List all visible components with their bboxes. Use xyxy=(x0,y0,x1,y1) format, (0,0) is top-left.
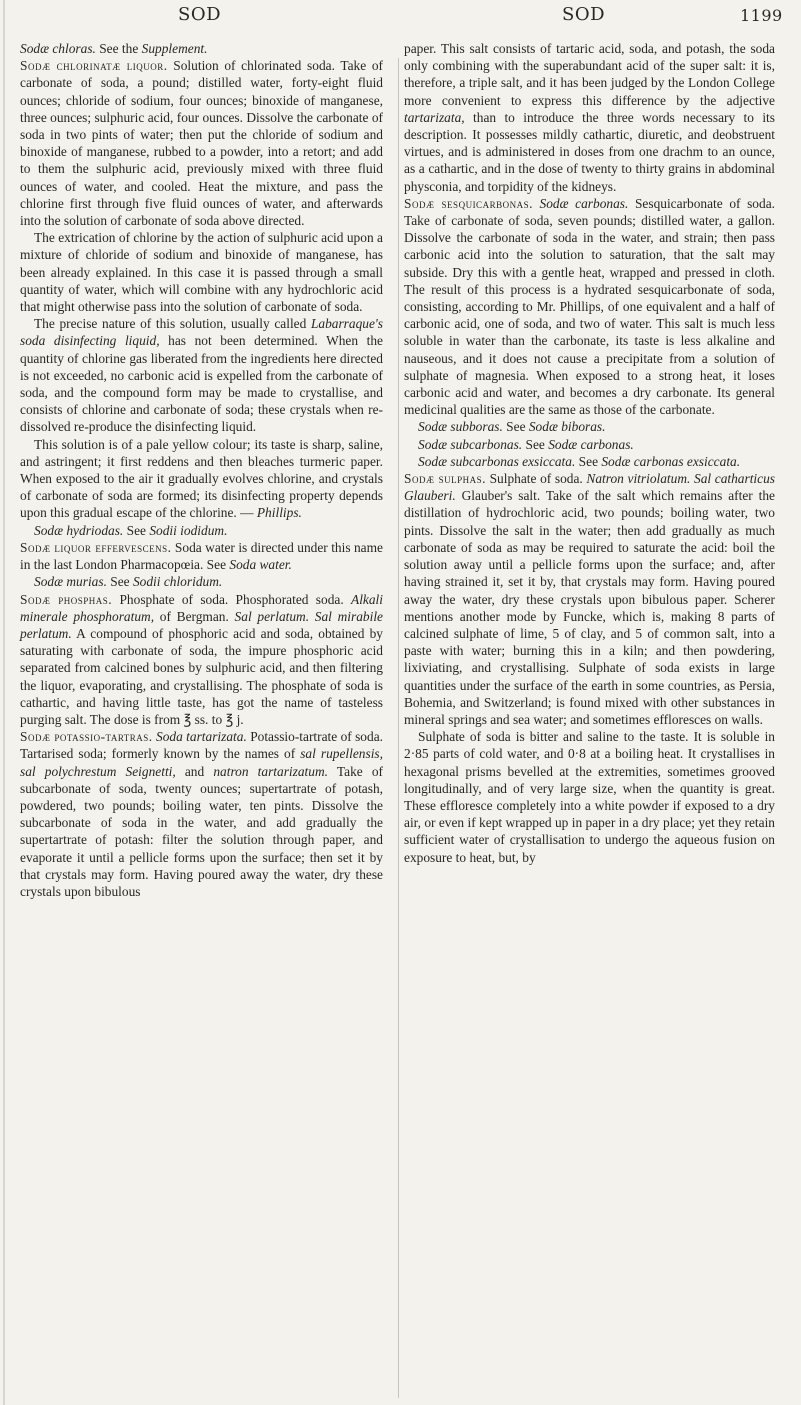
body-text: The extrication of chlorine by the action of sulphuric acid upon a mixture of chloride of sodium and binoxide of manganese, has been already explained. In this case it is passed through a small quantity of water, which will combine with any hydrochloric acid that might otherwise pass into the solution of carbonate of soda. xyxy=(20,230,383,315)
italic-term: Sodæ subcarbonas. xyxy=(418,436,523,452)
italic-term: Soda water. xyxy=(229,557,292,573)
body-text: Soda water is directed under this name in the last London Pharmacopœia. See xyxy=(20,539,383,573)
page-edge-shadow xyxy=(3,0,5,1405)
body-text: See xyxy=(106,574,133,590)
paragraph-p6 xyxy=(20,522,383,539)
column-divider xyxy=(398,58,399,1398)
italic-term: Sodæ chloras. xyxy=(20,41,96,56)
running-header xyxy=(0,4,801,34)
body-text: and xyxy=(175,763,214,779)
paragraph-p3 xyxy=(20,229,383,315)
paragraph-p11 xyxy=(404,40,775,195)
paragraph-p13 xyxy=(404,418,775,435)
paragraph-p9 xyxy=(20,591,383,729)
body-text: Sulphate of soda is bitter and saline to the taste. It is soluble in 2·85 parts of cold water, and 0·8 at a boiling heat. It crystallises in hexagonal prisms bevelled at the extremities, sometimes grooved longitudinally, and of very large size, when the quantity is great. These effloresce completely into a white powder if exposed to a dry air, or even if kept wrapped up in paper in a dry place; yet they retain sufficient water of crystallisation to undergo the aqueous fusion on exposure to heat, but, by xyxy=(404,729,775,865)
italic-term: Phillips. xyxy=(256,505,302,521)
italic-term: Sodii chloridum. xyxy=(132,574,223,590)
entry-headword: Sodæ phosphas. xyxy=(20,591,113,607)
italic-term: sal rupellensis, sal polychrestum Seignetti, xyxy=(20,746,383,779)
page-number: 1199 xyxy=(740,6,783,25)
entry-headword: Sodæ sesquicarbonas. xyxy=(404,195,533,211)
italic-term: Natron vitriolatum. Sal catharticus Glauberi. xyxy=(404,471,776,504)
italic-term: Sodæ murias. xyxy=(34,574,107,590)
paragraph-p16 xyxy=(404,470,775,728)
paragraph-p17 xyxy=(404,728,775,866)
entry-headword: Sodæ potassio-tartras. xyxy=(20,729,153,745)
italic-term: Sodæ biboras. xyxy=(528,419,606,435)
paragraph-p7 xyxy=(20,539,383,573)
body-text: of Bergman. xyxy=(154,608,235,624)
entry-headword: Sodæ liquor effervescens. xyxy=(20,539,172,555)
paragraph-p15 xyxy=(404,453,775,470)
body-text: See xyxy=(502,419,529,435)
body-text: See the xyxy=(95,41,142,56)
paragraph-p2 xyxy=(20,57,383,229)
body-text: The precise nature of this solution, usually called xyxy=(34,316,311,332)
italic-term: natron tartarizatum. xyxy=(213,763,328,779)
body-text: has not been determined. When the quantity of chlorine gas liberated from the ingredients here directed is not exceeded, no carbonic acid is expelled from the carbonate of soda, and the compound form may be made to crystallise, and consists of chlorine and carbonate of soda; these crystals when re-dissolved re-produce the disinfecting liquid. xyxy=(20,333,383,435)
paragraph-p5 xyxy=(20,436,383,522)
body-text: Phosphate of soda. Phosphorated soda. xyxy=(112,591,352,607)
paragraph-p8 xyxy=(20,573,383,590)
body-text: than to introduce the three words necessary to its description. It possesses mildly cathartic, diuretic, and deobstruent virtues, and is administered in doses from one drachm to an ounce, as a cathartic, and in the dose of twenty to thirty grains in abdominal physconia, and torpidity of the kidneys. xyxy=(404,109,775,194)
header-right-guide-word: SOD xyxy=(562,4,606,25)
body-text: A compound of phosphoric acid and soda, obtained by saturating with carbonate of soda, the impure phosphoric acid separated from calcined bones by sulphuric acid, and then filtering the liquor, evaporating, and crystallising. The phosphate of soda is cathartic, and having little taste, has got the name of tasteless purging salt. The dose is from ℥ ss. to ℥ j. xyxy=(20,625,383,727)
body-text: See xyxy=(522,436,549,452)
italic-term: Sodæ subcarbonas exsiccata. xyxy=(418,453,576,469)
italic-term: Sodii iodidum. xyxy=(149,522,228,538)
italic-term: Sodæ subboras. xyxy=(418,419,503,435)
body-text: Glauber's salt. Take of the salt which remains after the distillation of hydrochloric acid, two pounds; boiling water, two pints. Dissolve the salt in the water; then add gradually as much carbonate of soda as may be required to saturate the acid: boil the solution away until a pellicle forms upon the surface; and, after having strained it, set it by, that crystals may form. Having poured away the water, dry these crystals upon bibulous paper. Scherer mentions another mode by Funcke, which is, making 8 parts of calcined sulphate of lime, 5 of clay, and 5 of common salt, into a paste with water; burning this in a kiln; and then powdering, lixiviating, and crystallising. Sulphate of soda exists in large quantities under the surface of the earth in some countries, as Persia, Bohemia, and Switzerland; is found mixed with other substances in mineral springs and sea water; and sometimes effloresces on walls. xyxy=(404,488,775,727)
italic-term: Soda tartarizata. xyxy=(156,729,247,745)
paragraph-p14 xyxy=(404,436,775,453)
italic-term: tartarizata, xyxy=(404,109,465,125)
body-text: Sesquicarbonate of soda. Take of carbonate of soda, seven pounds; distilled water, a gallon. Dissolve the carbonate of soda in the water, and strain; then pass carbonic acid into the solution to saturation, that the salt may subside. Dry this with a gentle heat, wrapped and pressed in cloth. The result of this process is a hydrated sesquicarbonate of soda, consisting, according to Mr. Phillips, of one equivalent and a half of carbonic acid, one of soda, and two of water. This salt is much less soluble in water than the carbonate, its taste is less alkaline and nauseous, and it does not cause a precipitate from a solution of sulphate of magnesia. When exposed to a strong heat, it loses carbonic acid and water, and becomes a dry carbonate. Its general medicinal qualities are the same as those of the carbonate. xyxy=(404,195,775,418)
header-left-guide-word: SOD xyxy=(178,4,222,25)
paragraph-p10 xyxy=(20,728,383,900)
italic-term: Sodæ carbonas. xyxy=(548,436,634,452)
left-column xyxy=(20,40,383,900)
italic-term: Sal perlatum. Sal mirabile perlatum. xyxy=(20,608,383,641)
right-column xyxy=(404,40,775,866)
body-text: See xyxy=(123,522,150,538)
body-text: Take of subcarbonate of soda, twenty ounces; supertartrate of potash, powdered, two pounds; boiling water, ten pints. Dissolve the subcarbonate of soda in the water, and add gradually the supertartrate of potash: filter the solution through paper, and evaporate it until a pellicle forms upon the surface; then set it by that crystals may form. Having poured away the water, dry these crystals upon bibulous xyxy=(20,763,383,899)
body-text: paper. This salt consists of tartaric acid, soda, and potash, the soda only combining with the superabundant acid of the super salt: it is, therefore, a triple salt, and it has been judged by the London College more convenient to express this difference by the adjective xyxy=(404,41,775,108)
paragraph-p12 xyxy=(404,195,775,419)
entry-headword: Sodæ chlorinatæ liquor. xyxy=(20,58,168,74)
body-text: This solution is of a pale yellow colour; its taste is sharp, saline, and astringent; it first reddens and then bleaches turmeric paper. When exposed to the air it gradually evolves chlorine, and crystals of carbonate of soda are formed; its disinfecting property depends upon this gradual escape of the chlorine. — xyxy=(20,436,383,521)
body-text: Potassio-tartrate of soda. Tartarised soda; formerly known by the names of xyxy=(20,729,383,762)
body-text: Solution of chlorinated soda. Take of carbonate of soda, a pound; distilled water, forty-eight fluid ounces; chloride of sodium, four ounces; binoxide of manganese, three ounces; sulphuric acid, four ounces. Dissolve the carbonate of soda in two pints of water; then put the chloride of sodium and binoxide of manganese, rubbed to a powder, into a retort; and add to them the sulphuric acid, previously mixed with three fluid ounces of water, and cooled. Heat the mixture, and pass the chlorine first through five fluid ounces of water, and afterwards into the solution of carbonate of soda above directed. xyxy=(20,58,383,229)
italic-term: Supplement. xyxy=(141,41,208,56)
body-text xyxy=(533,196,540,211)
body-text: See xyxy=(575,453,602,469)
body-text: Sulphate of soda. xyxy=(485,471,587,487)
paragraph-p1 xyxy=(20,40,383,57)
paragraph-p4 xyxy=(20,315,383,435)
italic-term: Labarraque's soda disinfecting liquid, xyxy=(20,316,383,349)
italic-term: Alkali minerale phosphoratum, xyxy=(20,591,383,624)
entry-headword: Sodæ sulphas. xyxy=(404,471,486,487)
italic-term: Sodæ carbonas. xyxy=(539,195,629,211)
italic-term: Sodæ hydriodas. xyxy=(34,522,124,538)
italic-term: Sodæ carbonas exsiccata. xyxy=(601,453,741,469)
